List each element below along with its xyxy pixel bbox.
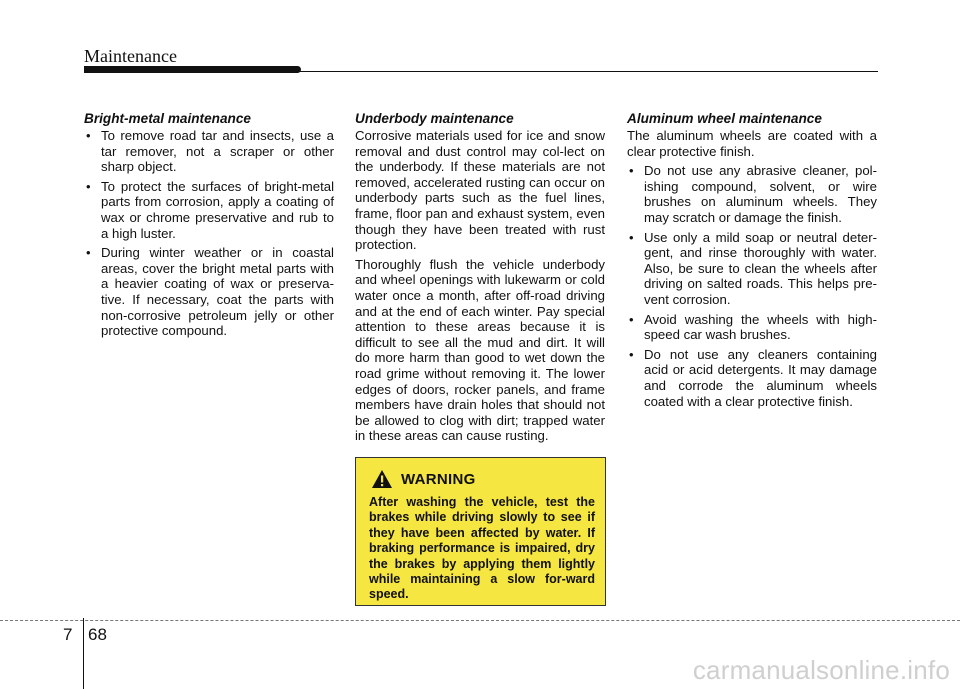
list-item: • During winter weather or in coastal areas, cover the bright metal parts with a heavier coating of wax or preserva-tive. If necessary, coat the parts with non-corrosive petroleum jelly or other protective compound. — [84, 245, 334, 339]
paragraph: Corrosive materials used for ice and snow removal and dust control may col-lect on the underbody. If these materials are not removed, accelerated rusting can occur on underbody parts such as the fuel lines, frame, floor pan and exhaust system, even though they have been treated with rust protection. — [355, 128, 605, 253]
section-heading-underbody: Underbody maintenance — [355, 111, 514, 126]
warning-triangle-icon — [371, 469, 393, 489]
footer-divider — [83, 618, 84, 689]
paragraph: The aluminum wheels are coated with a clear protective finish. — [627, 128, 877, 159]
list-item: • To remove road tar and insects, use a tar remover, not a scraper or other sharp object. — [84, 128, 334, 175]
list-item: • To protect the surfaces of bright-metal parts from corrosion, apply a coating of wax or chrome preservative and rub to a high luster. — [84, 179, 334, 241]
column-underbody — [355, 111, 605, 448]
section-heading-bright-metal: Bright-metal maintenance — [84, 111, 251, 126]
column-bright-metal — [84, 111, 334, 343]
warning-text: After washing the vehicle, test the brakes while driving slowly to see if they have been affected by water. If braking performance is impaired, dry the brakes by applying them lightly while maintaining a slow for-ward speed. — [369, 495, 595, 602]
column-aluminum-wheel — [627, 111, 877, 413]
list-item: • Use only a mild soap or neutral deter-gent, and rinse thoroughly with water. Also, be sure to clean the wheels after driving on salted roads. This helps pre-vent corrosion. — [627, 230, 877, 308]
watermark: carmanualsonline.info — [692, 655, 950, 685]
page-number: 68 — [88, 625, 107, 644]
chapter-number: 7 — [63, 625, 73, 644]
list-item: • Do not use any abrasive cleaner, pol-ishing compound, solvent, or wire brushes on aluminum wheels. They may scratch or damage the finish. — [627, 163, 877, 225]
aluminum-wheel-list — [627, 163, 877, 409]
list-item: • Avoid washing the wheels with high-speed car wash brushes. — [627, 312, 877, 343]
list-item: • Do not use any cleaners containing acid or acid detergents. It may damage and corrode the aluminum wheels coated with a clear protective finish. — [627, 347, 877, 409]
warning-box — [355, 457, 606, 606]
bright-metal-list — [84, 128, 334, 339]
section-heading-aluminum-wheel: Aluminum wheel maintenance — [627, 111, 822, 126]
paragraph: Thoroughly flush the vehicle underbody and wheel openings with lukewarm or cold water once a month, after off-road driving and at the end of each winter. Pay special attention to these areas because it is difficult to see all the mud and dirt. It will do more harm than good to wet down the road grime without removing it. The lower edges of doors, rocker panels, and frame members have drain holes that should not be allowed to clog with dirt; trapped water in these areas can cause rusting. — [355, 256, 605, 444]
header-rule — [84, 71, 878, 72]
footer-rule — [0, 620, 960, 621]
page-section-title: Maintenance — [84, 46, 177, 66]
warning-header — [369, 468, 595, 490]
warning-title: WARNING — [401, 470, 476, 488]
